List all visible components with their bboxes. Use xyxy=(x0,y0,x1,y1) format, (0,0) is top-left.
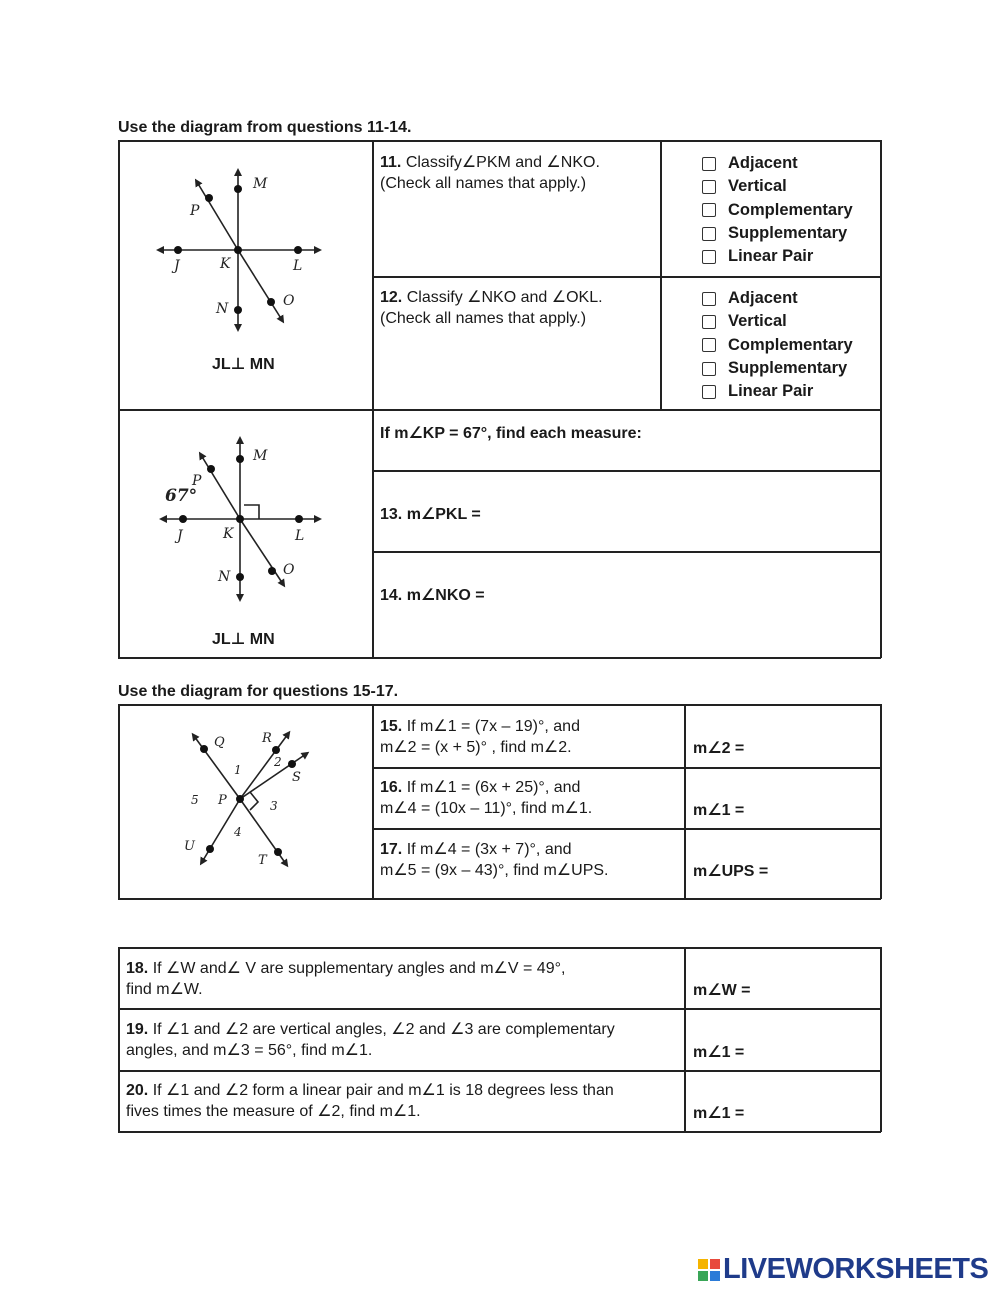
question-16: 16. If m∠1 = (6x + 25)°, and m∠4 = (10x – 11)°, find m∠1. xyxy=(380,779,593,817)
question-17: 17. If m∠4 = (3x + 7)°, and m∠5 = (9x – 43)°, find m∠UPS. xyxy=(380,841,609,879)
option-vertical: Vertical xyxy=(702,310,853,333)
label-M: M xyxy=(253,448,268,464)
label-K: K xyxy=(220,256,231,272)
section1-heading: Use the diagram from questions 11-14. xyxy=(118,119,412,136)
label-N: N xyxy=(218,569,231,585)
question-18: 18. If ∠W and∠ V are supplementary angles and m∠V = 49°, find m∠W. xyxy=(126,960,566,998)
angle-diagram-3 xyxy=(180,722,320,882)
checkbox[interactable] xyxy=(702,362,716,376)
label-O: O xyxy=(283,293,295,309)
label-P: P xyxy=(190,203,200,219)
checkbox[interactable] xyxy=(702,385,716,399)
angle-label-1: 1 xyxy=(234,763,242,777)
option-complementary: Complementary xyxy=(702,334,853,357)
answer-15-label: m∠2 = xyxy=(693,740,745,757)
checkbox[interactable] xyxy=(702,338,716,352)
angle-label-4: 4 xyxy=(234,825,242,839)
option-linear-pair: Linear Pair xyxy=(702,380,853,403)
option-vertical: Vertical xyxy=(702,175,853,198)
checkbox[interactable] xyxy=(702,292,716,306)
label-P: P xyxy=(192,473,202,489)
label-K: K xyxy=(223,526,234,542)
answer-19-label: m∠1 = xyxy=(693,1044,745,1061)
question-12: 12. Classify ∠NKO and ∠OKL. (Check all names that apply.) xyxy=(380,289,603,327)
label-Q: Q xyxy=(214,735,225,750)
checkbox[interactable] xyxy=(702,180,716,194)
question-15: 15. If m∠1 = (7x – 19)°, and m∠2 = (x + 5)° , find m∠2. xyxy=(380,718,580,756)
checkbox[interactable] xyxy=(702,157,716,171)
label-P: P xyxy=(218,793,227,808)
checkbox[interactable] xyxy=(702,203,716,217)
label-T: T xyxy=(258,853,267,868)
question-13: 13. m∠PKL = xyxy=(380,506,481,523)
angle-label-3: 3 xyxy=(270,799,278,813)
given-statement: If m∠KP = 67°, find each measure: xyxy=(380,425,642,442)
checkbox[interactable] xyxy=(702,250,716,264)
label-J: J xyxy=(177,528,183,544)
angle-note-67: 67° xyxy=(165,486,198,506)
option-linear-pair: Linear Pair xyxy=(702,245,853,268)
angle-diagram-1 xyxy=(150,160,340,340)
option-supplementary: Supplementary xyxy=(702,357,853,380)
label-R: R xyxy=(262,731,272,746)
logo-text: LIVEWORKSHEETS xyxy=(723,1253,989,1285)
label-M: M xyxy=(253,176,268,192)
label-N: N xyxy=(216,301,229,317)
label-O: O xyxy=(283,562,295,578)
answer-16-label: m∠1 = xyxy=(693,802,745,819)
option-complementary: Complementary xyxy=(702,199,853,222)
label-J: J xyxy=(174,258,180,274)
question-19: 19. If ∠1 and ∠2 are vertical angles, ∠2 and ∠3 are complementary angles, and m∠3 = 56°, find m∠1. xyxy=(126,1021,615,1059)
label-L: L xyxy=(295,528,305,544)
label-U: U xyxy=(184,839,195,854)
diagram1-caption: JL⊥ MN xyxy=(212,356,275,373)
label-S: S xyxy=(292,770,301,785)
checkbox[interactable] xyxy=(702,227,716,241)
q11-options xyxy=(702,152,853,268)
answer-18-label: m∠W = xyxy=(693,982,751,999)
angle-diagram-2 xyxy=(155,432,335,612)
q12-options xyxy=(702,287,853,403)
question-11: 11. Classify∠PKM and ∠NKO. (Check all names that apply.) xyxy=(380,154,600,192)
section2-heading: Use the diagram for questions 15-17. xyxy=(118,683,399,700)
diagram2-caption: JL⊥ MN xyxy=(212,631,275,648)
question-14: 14. m∠NKO = xyxy=(380,587,485,604)
checkbox[interactable] xyxy=(702,315,716,329)
option-adjacent: Adjacent xyxy=(702,152,853,175)
label-L: L xyxy=(293,258,303,274)
logo-blocks-icon xyxy=(698,1259,720,1281)
question-20: 20. If ∠1 and ∠2 form a linear pair and m∠1 is 18 degrees less than fives times the measure of ∠2, find m∠1. xyxy=(126,1082,614,1120)
answer-17-label: m∠UPS = xyxy=(693,863,769,880)
liveworksheets-logo xyxy=(698,1253,988,1286)
option-supplementary: Supplementary xyxy=(702,222,853,245)
option-adjacent: Adjacent xyxy=(702,287,853,310)
answer-20-label: m∠1 = xyxy=(693,1105,745,1122)
angle-label-5: 5 xyxy=(191,793,199,807)
angle-label-2: 2 xyxy=(274,755,282,769)
